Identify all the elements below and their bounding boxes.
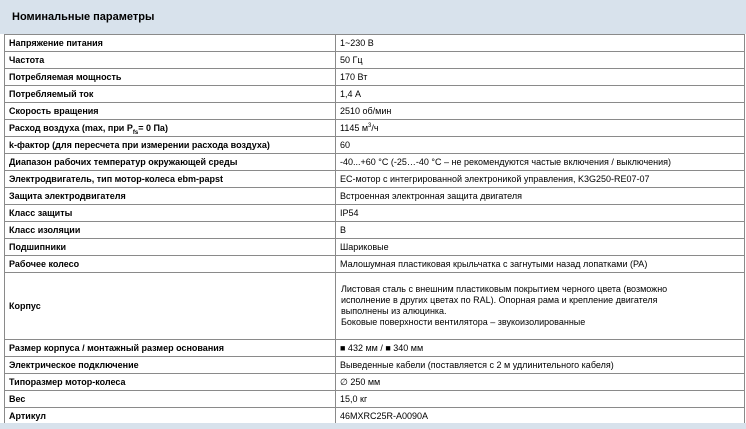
param-label: Электрическое подключение [5,357,336,374]
param-value: Встроенная электронная защита двигателя [336,188,745,205]
value-text: /ч [371,122,379,133]
param-label: Диапазон рабочих температур окружающей среды [5,154,336,171]
param-value: ЕС-мотор с интегрированной электроникой управления, K3G250-RE07-07 [336,171,745,188]
table-row [5,35,745,52]
param-label: k-фактор (для пересчета при измерении расхода воздуха) [5,137,336,154]
table-row [5,408,745,425]
param-value: IP54 [336,205,745,222]
table-row [5,103,745,120]
value-line: исполнение в других цветах по RAL). Опорная рама и крепление двигателя [341,295,658,305]
param-label: Подшипники [5,239,336,256]
table-row [5,205,745,222]
param-label: Электродвигатель, тип мотор-колеса ebm-papst [5,171,336,188]
param-label: Частота [5,52,336,69]
table-row [5,86,745,103]
table-row [5,340,745,357]
param-label: Артикул [5,408,336,425]
value-text: 1145 м [340,122,369,133]
param-value: Шариковые [336,239,745,256]
value-line: выполнены из алюцинка. [341,306,447,316]
label-text: = 0 Па) [138,122,168,133]
param-value: 15,0 кг [336,391,745,408]
param-value: 2510 об/мин [336,103,745,120]
table-row [5,188,745,205]
param-value: -40...+60 °C (-25…-40 °C – не рекомендуются частые включения / выключения) [336,154,745,171]
table-row [5,120,745,137]
param-value: 170 Вт [336,69,745,86]
value-superscript: 3 [368,122,372,129]
table-row [5,52,745,69]
param-value: 46MXRC25R-A0090A [336,408,745,425]
table-row [5,222,745,239]
param-value: Малошумная пластиковая крыльчатка с загнутыми назад лопатками (PA) [336,256,745,273]
param-value: 1~230 В [336,35,745,52]
param-label: Потребляемый ток [5,86,336,103]
param-label: Типоразмер мотор-колеса [5,374,336,391]
table-row [5,137,745,154]
table-row [5,171,745,188]
section-title: Номинальные параметры [12,11,155,23]
table-row [5,357,745,374]
bottom-bar [0,423,746,429]
param-value: 1,4 А [336,86,745,103]
param-label: Потребляемая мощность [5,69,336,86]
param-label [5,120,336,137]
section-header [0,0,746,34]
param-label: Корпус [5,273,336,340]
param-value [336,273,745,340]
param-label: Рабочее колесо [5,256,336,273]
param-value: ∅ 250 мм [336,374,745,391]
table-row [5,391,745,408]
label-subscript: fs [132,129,139,136]
param-value [336,120,745,137]
param-value: 50 Гц [336,52,745,69]
param-value: Выведенные кабели (поставляется с 2 м удлинительного кабеля) [336,357,745,374]
param-label: Защита электродвигателя [5,188,336,205]
param-value: 60 [336,137,745,154]
value-line: Листовая сталь с внешним пластиковым покрытием черного цвета (возможно [341,284,668,294]
param-label: Класс изоляции [5,222,336,239]
parameters-table [4,34,745,425]
param-value: ■ 432 мм / ■ 340 мм [336,340,745,357]
value-line: Боковые поверхности вентилятора – звукоизолированные [341,317,586,327]
table-row [5,69,745,86]
table-row [5,154,745,171]
table-row [5,256,745,273]
table-row [5,374,745,391]
table-row [5,273,745,340]
param-label: Вес [5,391,336,408]
param-label: Напряжение питания [5,35,336,52]
table-row [5,239,745,256]
param-label: Класс защиты [5,205,336,222]
param-label: Скорость вращения [5,103,336,120]
param-label: Размер корпуса / монтажный размер основания [5,340,336,357]
param-value: B [336,222,745,239]
label-text: Расход воздуха (max, при P [9,122,133,133]
